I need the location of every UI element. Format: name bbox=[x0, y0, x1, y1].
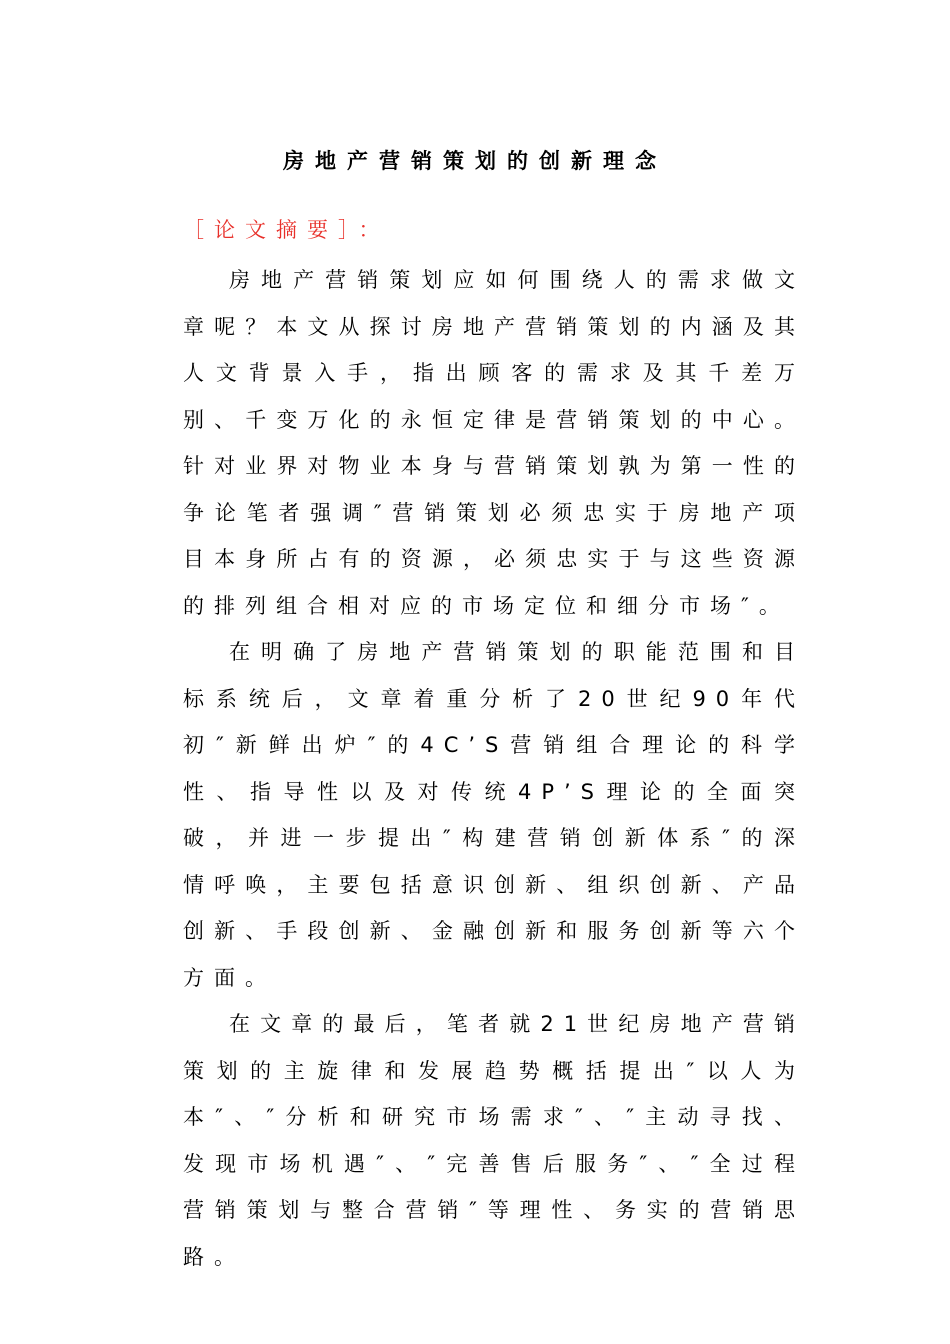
abstract-paragraph: 在文章的最后，笔者就21世纪房地产营销策划的主旋律和发展趋势概括提出″以人为本″、″分析和研究市场需求″、″主动寻找、发现市场机遇″、″完善售后服务″、″全过程营销策划与整合营销″等理性、务实的营销思路。 bbox=[183, 1012, 805, 1269]
abstract-body bbox=[183, 257, 805, 1280]
abstract-paragraph: 房地产营销策划应如何围绕人的需求做文章呢？本文从探讨房地产营销策划的内涵及其人文背景入手，指出顾客的需求及其千差万别、千变万化的永恒定律是营销策划的中心。针对业界对物业本身与营销策划孰为第一性的争论笔者强调″营销策划必须忠实于房地产项目本身所占有的资源，必须忠实于与这些资源的排列组合相对应的市场定位和细分市场″。 bbox=[183, 268, 805, 618]
abstract-paragraph: 在明确了房地产营销策划的职能范围和目标系统后，文章着重分析了20世纪90年代初″新鲜出炉″的4C’S营销组合理论的科学性、指导性以及对传统4P’S理论的全面突破，并进一步提出″构建营销创新体系″的深情呼唤，主要包括意识创新、组织创新、产品创新、手段创新、金融创新和服务创新等六个方面。 bbox=[183, 640, 805, 990]
document-title: 房地产营销策划的创新理念 bbox=[283, 149, 667, 173]
abstract-label: ［论文摘要］： bbox=[183, 218, 390, 242]
